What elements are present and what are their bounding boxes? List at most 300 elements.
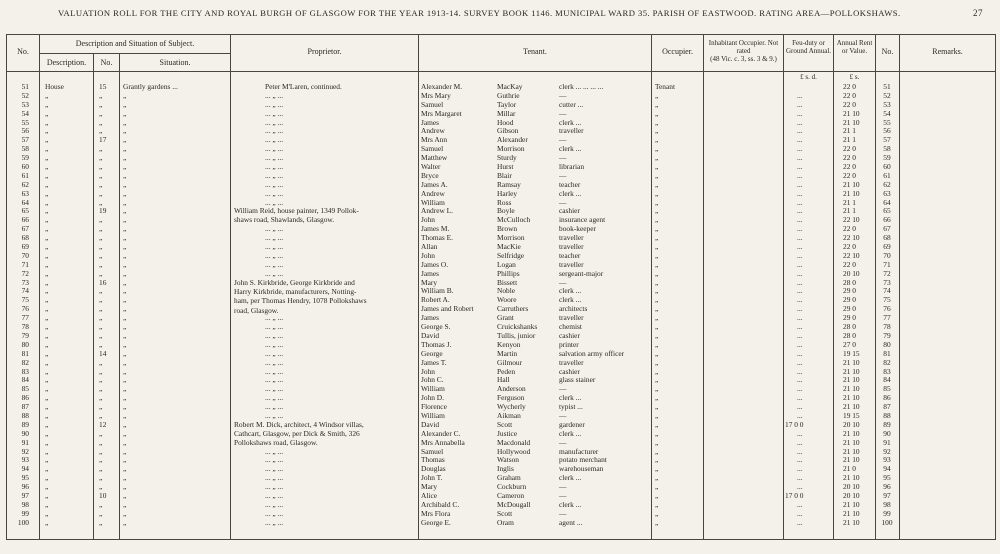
occupier-cell: „ (655, 473, 659, 483)
description-cell: „ (45, 357, 49, 367)
tenant-surname: Kenyon (497, 339, 521, 349)
table-row-number: 71 (21, 259, 29, 269)
occupier-cell: Tenant (655, 82, 676, 91)
occupier-cell: „ (655, 464, 659, 474)
tenant-occupation: traveller (559, 313, 584, 323)
occupier-cell: „ (655, 348, 659, 358)
feu-duty-cell: ... (797, 224, 803, 234)
table-row-number-right: 99 (883, 508, 891, 518)
table-row-number-right: 95 (883, 473, 891, 483)
table-row (7, 518, 995, 527)
situation-cell: „ (123, 162, 127, 172)
annual-rent-cell: 28 0 (843, 330, 856, 340)
tenant-surname: Anderson (497, 384, 526, 394)
tenant-occupation: — (559, 108, 567, 118)
feu-duty-cell: ... (797, 99, 803, 109)
tenant-surname: Blair (497, 170, 512, 180)
annual-rent-cell: 22 0 (843, 144, 856, 154)
tenant-first-name: Thomas E. (421, 233, 454, 243)
note-line: John S. Kirkbride, George Kirkbride and (234, 278, 355, 287)
feu-duty-cell: ... (797, 242, 803, 252)
situation-cell: „ (123, 304, 127, 314)
tenant-surname: Cruickshanks (497, 322, 538, 332)
table-row-number: 78 (21, 322, 29, 332)
annual-rent-cell: 22 10 (843, 250, 860, 260)
col-proprietor-header: Proprietor. (307, 47, 342, 56)
table-row-number: 95 (21, 473, 29, 483)
table-row-number: 66 (21, 215, 29, 225)
description-cell: „ (45, 153, 49, 163)
tenant-occupation: — (559, 482, 567, 492)
description-cell: „ (45, 348, 49, 358)
occupier-cell: „ (655, 179, 659, 189)
proprietor-cell: ... „ ... (265, 410, 284, 420)
proprietor-cell: ... „ ... (265, 508, 284, 518)
tenant-first-name: Samuel (421, 99, 444, 109)
proprietor-cell: ... „ ... (265, 339, 284, 349)
col-desc-no-header: No. (100, 58, 113, 67)
proprietor-cell: ... „ ... (265, 473, 284, 483)
street-number-cell: „ (99, 295, 103, 305)
occupier-cell: „ (655, 437, 659, 447)
table-row-number-right: 80 (883, 339, 891, 349)
tenant-occupation: — (559, 153, 567, 163)
table-row-number-right: 84 (883, 375, 891, 385)
annual-rent-cell: 21 10 (843, 393, 860, 403)
situation-cell: „ (123, 277, 127, 287)
occupier-cell: „ (655, 339, 659, 349)
annual-rent-cell: 21 10 (843, 375, 860, 385)
situation-cell: „ (123, 295, 127, 305)
tenant-surname: Gilmour (497, 357, 523, 367)
tenant-surname: Hall (497, 375, 510, 385)
occupier-cell: „ (655, 410, 659, 420)
feu-duty-cell: ... (797, 508, 803, 518)
feu-duty-cell: ... (797, 446, 803, 456)
tenant-surname: Scott (497, 419, 513, 429)
table-row (7, 286, 995, 295)
table-row-number-right: 94 (883, 464, 891, 474)
street-number-cell: „ (99, 144, 103, 154)
table-row (7, 206, 995, 215)
table-row (7, 304, 995, 313)
description-cell: „ (45, 90, 49, 100)
tenant-first-name: George (421, 348, 443, 358)
note-line: ham, per Thomas Hendry, 1078 Pollokshaws (234, 296, 367, 306)
table-row-number-right: 98 (883, 499, 891, 509)
annual-rent-cell: 22 10 (843, 215, 860, 225)
table-row (7, 429, 995, 438)
feu-duty-cell: ... (797, 313, 803, 323)
feu-duty-cell: ... (797, 402, 803, 412)
proprietor-note-kirkbride (234, 278, 367, 315)
tenant-first-name: Thomas (421, 455, 445, 465)
tenant-first-name: Andrew (421, 126, 445, 136)
description-cell: „ (45, 126, 49, 136)
street-number-cell: „ (99, 428, 103, 438)
occupier-cell: „ (655, 233, 659, 243)
tenant-occupation: warehouseman (559, 464, 604, 474)
situation-cell: „ (123, 366, 127, 376)
description-cell: „ (45, 402, 49, 412)
tenant-occupation: clerk ... (559, 295, 582, 305)
annual-rent-cell: 21 10 (843, 188, 860, 198)
tenant-surname: Noble (497, 286, 516, 296)
table-row-number-right: 59 (883, 153, 891, 163)
proprietor-cell: ... „ ... (265, 313, 284, 323)
tenant-occupation: architects (559, 304, 588, 314)
situation-cell: „ (123, 233, 127, 243)
feu-duty-cell: ... (797, 162, 803, 172)
feu-duty-cell: ... (797, 90, 803, 100)
tenant-first-name: John C. (421, 375, 444, 385)
annual-rent-cell: 22 0 (843, 82, 856, 91)
table-row-number-right: 69 (883, 242, 891, 252)
occupier-cell: „ (655, 277, 659, 287)
table-row-number: 69 (21, 242, 29, 252)
tenant-occupation: traveller (559, 233, 584, 243)
tenant-first-name: James and Robert (421, 304, 474, 314)
situation-cell: „ (123, 375, 127, 385)
tenant-first-name: David (421, 330, 440, 340)
description-cell: „ (45, 144, 49, 154)
proprietor-cell: ... „ ... (265, 99, 284, 109)
occupier-cell: „ (655, 242, 659, 252)
occupier-cell: „ (655, 188, 659, 198)
street-number-cell: 14 (99, 348, 107, 358)
tenant-surname: Boyle (497, 206, 515, 216)
table-row-number-right: 97 (883, 490, 891, 500)
proprietor-cell: ... „ ... (265, 90, 284, 100)
street-number-cell: „ (99, 330, 103, 340)
tenant-occupation: clerk ... (559, 393, 582, 403)
table-row (7, 447, 995, 456)
tenant-occupation: clerk ... (559, 117, 582, 127)
annual-rent-cell: 21 10 (843, 517, 860, 527)
description-cell: „ (45, 304, 49, 314)
description-cell: „ (45, 499, 49, 509)
tenant-occupation: traveller (559, 357, 584, 367)
street-number-cell: „ (99, 242, 103, 252)
table-row (7, 118, 995, 127)
rent-money-units: £ s. (849, 73, 860, 81)
table-row-number-right: 75 (883, 295, 891, 305)
table-row-number-right: 83 (883, 366, 891, 376)
table-row-number: 54 (21, 108, 29, 118)
situation-cell: „ (123, 330, 127, 340)
occupier-cell: „ (655, 482, 659, 492)
annual-rent-cell: 21 10 (843, 384, 860, 394)
occupier-cell: „ (655, 455, 659, 465)
tenant-first-name: David (421, 419, 440, 429)
annual-rent-cell: 29 0 (843, 313, 856, 323)
tenant-surname: Ferguson (497, 393, 525, 403)
street-number-cell: „ (99, 357, 103, 367)
table-row-number-right: 60 (883, 162, 891, 172)
table-row (7, 393, 995, 402)
tenant-occupation: potato merchant (559, 455, 607, 465)
description-cell: „ (45, 286, 49, 296)
tenant-surname: Hood (497, 117, 514, 127)
page-title: VALUATION ROLL FOR THE CITY AND ROYAL BURGH OF GLASGOW FOR THE YEAR 1913-14. SURVEY BOOK 1146. MUNICIPAL WARD 35. PARISH OF EASTWOOD. RATING AREA—POLLOKSHAWS. (58, 8, 901, 18)
table-row-number: 92 (21, 446, 29, 456)
table-row-number-right: 96 (883, 482, 891, 492)
feu-duty-cell: ... (797, 437, 803, 447)
feu-duty-cell: ... (797, 135, 803, 145)
situation-cell: „ (123, 402, 127, 412)
proprietor-cell: ... „ ... (265, 357, 284, 367)
occupier-cell: „ (655, 428, 659, 438)
table-row-number: 100 (17, 517, 29, 527)
tenant-first-name: Mary (421, 482, 438, 492)
table-row-number: 75 (21, 295, 29, 305)
annual-rent-cell: 21 10 (843, 508, 860, 518)
table-row-number: 73 (21, 277, 29, 287)
table-row-number-right: 52 (883, 90, 891, 100)
tenant-surname: Scott (497, 508, 513, 518)
situation-cell: „ (123, 117, 127, 127)
occupier-cell: „ (655, 295, 659, 305)
table-row-number: 84 (21, 375, 29, 385)
table-row (7, 295, 995, 304)
feu-duty-cell: 17 0 0 (785, 490, 804, 500)
occupier-cell: „ (655, 206, 659, 216)
table-row (7, 251, 995, 260)
tenant-occupation: — (559, 508, 567, 518)
street-number-cell: „ (99, 233, 103, 243)
street-number-cell: „ (99, 126, 103, 136)
tenant-surname: Taylor (497, 99, 517, 109)
annual-rent-cell: 22 0 (843, 90, 856, 100)
description-cell: „ (45, 117, 49, 127)
tenant-occupation: — (559, 490, 567, 500)
annual-rent-cell: 20 10 (843, 419, 860, 429)
table-row-number-right: 72 (883, 268, 891, 278)
table-row-number-right: 74 (883, 286, 891, 296)
tenant-first-name: Douglas (421, 464, 446, 474)
proprietor-cell: ... „ ... (265, 490, 284, 500)
feu-duty-cell: ... (797, 206, 803, 216)
table-row (7, 224, 995, 233)
feu-duty-cell: ... (797, 410, 803, 420)
table-row (7, 100, 995, 109)
annual-rent-cell: 21 10 (843, 117, 860, 127)
proprietor-cell: ... „ ... (265, 402, 284, 412)
situation-cell: „ (123, 242, 127, 252)
table-row-number: 80 (21, 339, 29, 349)
tenant-occupation: — (559, 410, 567, 420)
proprietor-cell: ... „ ... (265, 499, 284, 509)
table-row-number-right: 63 (883, 188, 891, 198)
description-cell: „ (45, 197, 49, 207)
table-row (7, 269, 995, 278)
description-cell: „ (45, 170, 49, 180)
occupier-cell: „ (655, 357, 659, 367)
street-number-cell: „ (99, 162, 103, 172)
description-cell: House (45, 82, 64, 91)
description-cell: „ (45, 482, 49, 492)
occupier-cell: „ (655, 402, 659, 412)
street-number-cell: „ (99, 108, 103, 118)
proprietor-cell: Peter M'Laren, continued. (265, 82, 342, 91)
table-row-number-right: 85 (883, 384, 891, 394)
street-number-cell: „ (99, 366, 103, 376)
street-number-cell: „ (99, 482, 103, 492)
table-row-number: 64 (21, 197, 29, 207)
description-cell: „ (45, 428, 49, 438)
proprietor-cell: ... „ ... (265, 455, 284, 465)
tenant-first-name: Allan (421, 242, 438, 252)
occupier-cell: „ (655, 490, 659, 500)
proprietor-cell: ... „ ... (265, 482, 284, 492)
tenant-occupation: gardener (559, 419, 585, 429)
description-cell: „ (45, 277, 49, 287)
proprietor-cell: ... „ ... (265, 322, 284, 332)
inhabitant-act-label: (48 Vic. c. 3, ss. 3 & 9.) (710, 55, 777, 63)
tenant-first-name: Alice (421, 490, 438, 500)
feu-duty-cell: ... (797, 330, 803, 340)
situation-cell: „ (123, 357, 127, 367)
tenant-occupation: glass stainer (559, 375, 596, 385)
description-cell: „ (45, 473, 49, 483)
proprietor-cell: ... „ ... (265, 268, 284, 278)
feu-duty-cell: ... (797, 339, 803, 349)
table-row (7, 509, 995, 518)
occupier-cell: „ (655, 250, 659, 260)
table-row-number: 70 (21, 250, 29, 260)
feu-duty-cell: ... (797, 366, 803, 376)
street-number-cell: „ (99, 224, 103, 234)
street-number-cell: „ (99, 259, 103, 269)
table-row (7, 500, 995, 509)
street-number-cell: „ (99, 250, 103, 260)
tenant-first-name: Mrs Ann (421, 135, 448, 145)
description-cell: „ (45, 313, 49, 323)
annual-rent-cell: 22 0 (843, 242, 856, 252)
street-number-cell: „ (99, 313, 103, 323)
tenant-first-name: William (421, 197, 445, 207)
table-row-number: 96 (21, 482, 29, 492)
tenant-surname: Logan (497, 259, 516, 269)
table-row-number-right: 81 (883, 348, 891, 358)
situation-cell: „ (123, 419, 127, 429)
occupier-cell: „ (655, 268, 659, 278)
tenant-first-name: John (421, 250, 435, 260)
tenant-surname: Sturdy (497, 153, 517, 163)
table-row-number-right: 89 (883, 419, 891, 429)
occupier-cell: „ (655, 144, 659, 154)
table-row-number-right: 61 (883, 170, 891, 180)
table-row-number-right: 82 (883, 357, 891, 367)
tenant-first-name: James A. (421, 179, 448, 189)
col-inhabitant-header (704, 39, 783, 63)
situation-cell: „ (123, 384, 127, 394)
annual-rent-cell: 20 10 (843, 268, 860, 278)
tenant-surname: Millar (497, 108, 516, 118)
table-row (7, 358, 995, 367)
col-feuduty-header: Feu-duty or Ground Annual. (785, 39, 832, 55)
tenant-occupation: — (559, 197, 567, 207)
tenant-occupation: cashier (559, 206, 580, 216)
table-row-number: 98 (21, 499, 29, 509)
table-row-number-right: 54 (883, 108, 891, 118)
tenant-occupation: — (559, 170, 567, 180)
feu-duty-cell: ... (797, 295, 803, 305)
street-number-cell: „ (99, 384, 103, 394)
feu-duty-cell: ... (797, 268, 803, 278)
table-row-number: 91 (21, 437, 29, 447)
table-row-number: 68 (21, 233, 29, 243)
description-cell: „ (45, 330, 49, 340)
table-row-number: 61 (21, 170, 29, 180)
feu-duty-cell: ... (797, 153, 803, 163)
situation-cell: „ (123, 508, 127, 518)
table-row (7, 438, 995, 447)
occupier-cell: „ (655, 197, 659, 207)
occupier-cell: „ (655, 170, 659, 180)
occupier-cell: „ (655, 419, 659, 429)
occupier-cell: „ (655, 259, 659, 269)
tenant-surname: Alexander (497, 135, 528, 145)
annual-rent-cell: 21 10 (843, 455, 860, 465)
table-row (7, 109, 995, 118)
tenant-surname: Guthrie (497, 90, 520, 100)
table-row-number: 97 (21, 490, 29, 500)
feu-duty-cell: ... (797, 170, 803, 180)
table-row-number: 90 (21, 428, 29, 438)
note-line: shaws road, Shawlands, Glasgow. (234, 215, 335, 225)
street-number-cell: 15 (99, 82, 107, 91)
feu-duty-cell: ... (797, 482, 803, 492)
col-rent-header: Annual Rent or Value. (836, 39, 873, 55)
occupier-cell: „ (655, 135, 659, 145)
table-row-number: 81 (21, 348, 29, 358)
table-row-number-right: 68 (883, 233, 891, 243)
tenant-first-name: George E. (421, 517, 451, 527)
feu-duty-cell: ... (797, 233, 803, 243)
proprietor-cell: ... „ ... (265, 153, 284, 163)
proprietor-cell: ... „ ... (265, 179, 284, 189)
tenant-first-name: Andrew (421, 188, 445, 198)
col-no2-header: No. (881, 47, 894, 56)
proprietor-cell: ... „ ... (265, 366, 284, 376)
table-row-number-right: 79 (883, 330, 891, 340)
proprietor-cell: ... „ ... (265, 259, 284, 269)
table-row (7, 144, 995, 153)
table-row-number: 88 (21, 410, 29, 420)
situation-cell: „ (123, 188, 127, 198)
annual-rent-cell: 29 0 (843, 286, 856, 296)
tenant-occupation: — (559, 277, 567, 287)
annual-rent-cell: 21 10 (843, 499, 860, 509)
proprietor-cell: ... „ ... (265, 384, 284, 394)
annual-rent-cell: 28 0 (843, 322, 856, 332)
table-row-number-right: 66 (883, 215, 891, 225)
table-row (7, 340, 995, 349)
description-cell: „ (45, 99, 49, 109)
situation-cell: „ (123, 499, 127, 509)
table-row-number: 51 (21, 82, 29, 91)
tenant-first-name: Bryce (421, 170, 439, 180)
table-row (7, 491, 995, 500)
description-cell: „ (45, 259, 49, 269)
tenant-occupation: clerk ... ... ... ... (559, 82, 604, 91)
table-row-number: 58 (21, 144, 29, 154)
tenant-first-name: Mrs Mary (421, 90, 451, 100)
annual-rent-cell: 22 0 (843, 153, 856, 163)
occupier-cell: „ (655, 90, 659, 100)
feu-duty-cell: ... (797, 499, 803, 509)
